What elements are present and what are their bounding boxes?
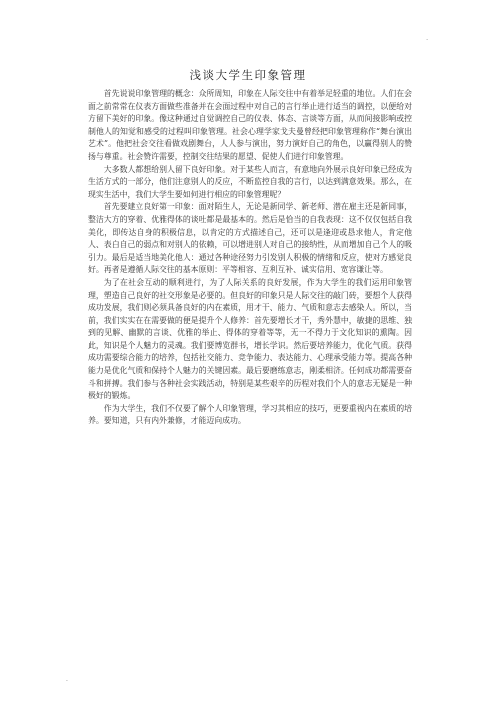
bottom-corner-mark: .: [66, 676, 68, 683]
paragraph-definition: 首先说说印象管理的概念：众所周知，印象在人际交往中有着举足轻重的地位。人们在会面之前常常在仪表方面做些准备并在会面过程中对自己的言行举止进行适当的调控，以便给对方留下美好的印象。像这种通过自觉调控自己的仪表、体态、言谈等方面，从而间接影响或控制他人的知觉和感受的过程叫印象管理。社会心理学家戈夫曼曾经把印象管理称作“舞台演出艺术”。他把社会交往看做戏剧舞台，人人参与演出，努力演好自己的角色，以赢得别人的赞扬与尊重。社会赞许需要，控制交往结果的愿望、促使人们进行印象管理。: [88, 89, 412, 161]
paragraph-question: 大多数人都想给别人留下良好印象。对于某些人而言，有意地向外展示良好印象已经成为生活方式的一部分，他们注意别人的反应，不断监控自我的言行，以达到满意效果。那么，在现实生活中，我们大学生要如何进行相应的印象管理呢？: [88, 164, 412, 199]
paragraph-conclusion: 作为大学生，我们不仅要了解个人印象管理，学习其相应的技巧，更要重视内在素质的培养。要知道，只有内外兼修，才能迈向成功。: [88, 403, 412, 426]
top-corner-mark: .: [426, 35, 428, 42]
document-title: 浅谈大学生印象管理: [189, 68, 307, 82]
document-body: [88, 88, 412, 428]
paragraph-inner-quality: 为了在社会互动的顺利进行，为了人际关系的良好发展，作为大学生的我们运用印象管理，塑造自己良好的社交形象是必要的。但良好的印象只是人际交往的敲门砖，要想个人获得成功发展，我们则必须具备良好的内在素质，用才干、能力、气质和意志去感染人。所以，当前，我们实实在在需要做的便是提升个人修养：首先要增长才干，秀外慧中，敏捷的思维、独到的见解、幽默的言谈、优雅的举止、得体的穿着等等，无一不得力于文化知识的熏陶。因此，知识是个人魅力的灵魂。我们要博览群书，增长学识。然后要培养能力，优化气质。获得成功需要综合能力的培养，包括社交能力、竞争能力、表达能力、心理承受能力等。提高各种能力是优化气质和保持个人魅力的关键因素。最后要磨练意志，刚柔相济。任何成功都需要奋斗和拼搏。我们参与各种社会实践活动，特别是某些艰辛的历程对我们个人的意志无疑是一种极好的锻炼。: [88, 277, 412, 401]
paragraph-first-impression: 首先要建立良好第一印象：面对陌生人，无论是新同学、新老师、潜在雇主还是新同事，整洁大方的穿着、优雅得体的谈吐都是最基本的。然后是恰当的自我表现：这不仅仅包括自我美化，即传达自身的积极信息，以肯定的方式描述自己，还可以是逢迎或恳求他人，肯定他人、表白自己的弱点和对别人的依赖，可以增进别人对自己的接纳性，从而增加自己个人的吸引力。最后是适当地美化他人：通过各种途径努力引发别人积极的情绪和反应，使对方感觉良好。再者是遵循人际交往的基本原则：平等相容、互利互补、诚实信用、宽容谦让等。: [88, 202, 412, 275]
